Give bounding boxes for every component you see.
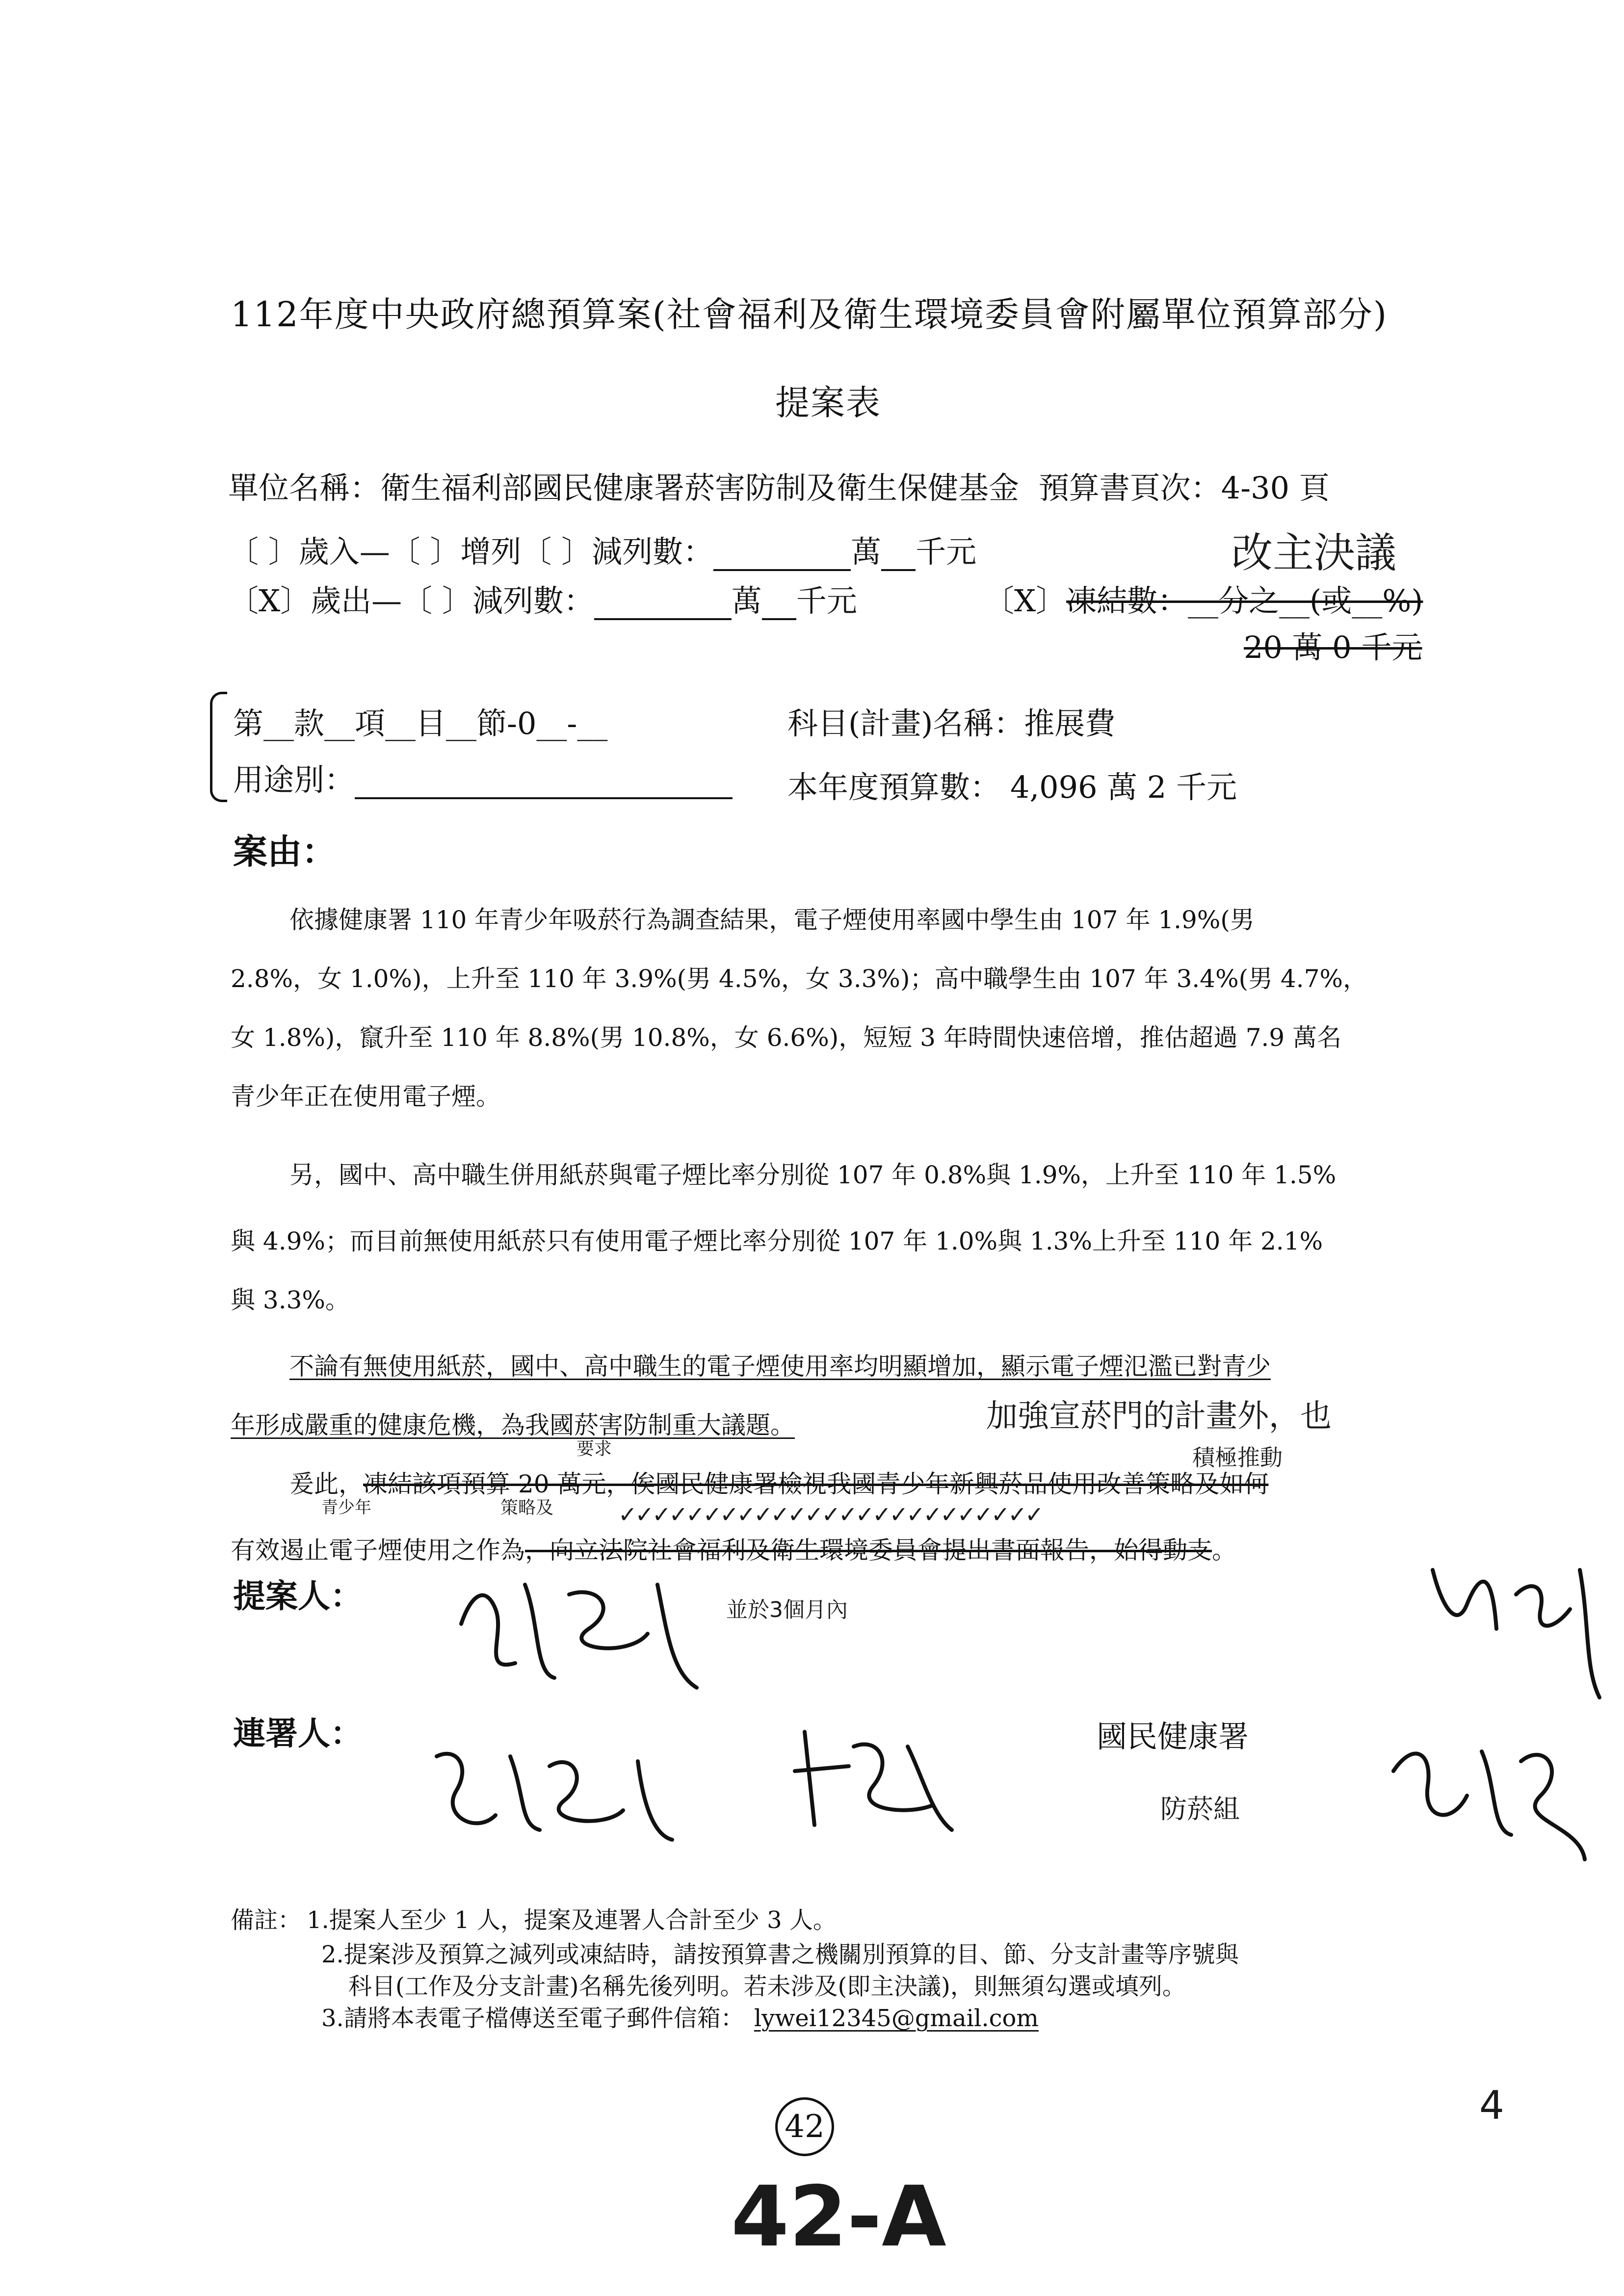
freeze-amount-struck: 凍結數：__分之__(或__%) xyxy=(1066,583,1423,619)
note-item-3 xyxy=(321,1999,1176,2033)
note-item-1: 1.提案人至少 1 人，提案及連署人合計至少 3 人。 xyxy=(307,1906,837,1934)
reason-para4-line1 xyxy=(289,1464,1268,1500)
expense-options: 〔X〕歲出—〔 〕減列數： xyxy=(228,583,594,619)
item-bracket xyxy=(210,692,227,802)
circled-page-number: 42 xyxy=(775,2097,834,2156)
note-item-2-cont: 科目(工作及分支計畫)名稱先後列明。若未涉及(即主決議)，則無須勾選或填列。 xyxy=(348,1973,1186,2000)
reason-para4-end: 。 xyxy=(1212,1536,1236,1565)
handwritten-insert-request: 要求 xyxy=(576,1439,612,1459)
budget-amount-line xyxy=(787,763,1237,807)
approver-signature-1 xyxy=(1423,1550,1609,1707)
checkmark-row: ✓✓✓✓✓✓✓✓✓✓✓✓✓✓✓✓✓✓✓✓✓✓✓✓✓ xyxy=(618,1501,1042,1528)
freeze-checkbox: 〔X〕 xyxy=(984,583,1067,619)
revenue-wan-unit: 萬 xyxy=(851,534,882,570)
purpose-line xyxy=(233,756,733,799)
cosigner-signature-2 xyxy=(785,1717,971,1845)
reason-para4-line2 xyxy=(231,1531,1236,1566)
reason-para3-line1: 不論有無使用紙菸，國中、高中職生的電子煙使用率均明顯增加，顯示電子煙氾濫已對青少 xyxy=(289,1352,1271,1381)
reason-para2-line3: 與 3.3%。 xyxy=(231,1286,350,1314)
purpose-label: 用途別： xyxy=(233,762,355,798)
revenue-options: 〔 〕歲入—〔 〕增列〔 〕減列數： xyxy=(228,534,714,570)
proposer-label: 提案人： xyxy=(233,1577,363,1615)
expense-wan-blank xyxy=(594,593,732,620)
reason-para4-struck1: 凍結該項預算 20 萬元，俟國民健康署檢視我國青少年新興菸品使用改善策略及如何 xyxy=(363,1470,1269,1498)
reason-para2-line1: 另，國中、高中職生併用紙菸與電子煙比率分別從 107 年 0.8%與 1.9%，上升至 110 年 1.5% xyxy=(289,1161,1336,1189)
handwritten-insert-youth: 青少年 xyxy=(321,1498,371,1517)
expense-wan-unit: 萬 xyxy=(731,583,762,619)
handwritten-page-mark: 4 xyxy=(1479,2083,1504,2128)
reason-para4-struck2: ，向立法院社會福利及衛生環境委員會提出書面報告，始得動支 xyxy=(525,1536,1212,1565)
reason-para4-prefix: 爰此， xyxy=(289,1470,363,1498)
budget-amount-label: 本年度預算數： xyxy=(787,769,1001,805)
revenue-line xyxy=(228,527,976,571)
note-item-3-text: 3.請將本表電子檔傳送至電子郵件信箱： xyxy=(321,2005,744,2032)
purpose-blank xyxy=(355,772,733,799)
handwritten-insert-campaign: 加強宣菸門的計畫外，也 xyxy=(986,1398,1332,1435)
document-title: 112年度中央政府總預算案(社會福利及衛生環境委員會附屬單位預算部分) xyxy=(231,294,1388,335)
budget-page-label: 預算書頁次： xyxy=(1038,470,1221,506)
contact-email: lywei12345@gmail.com xyxy=(754,2005,1039,2032)
revenue-qian-blank xyxy=(881,544,916,571)
unit-name-label: 單位名稱： xyxy=(228,470,381,506)
expense-line xyxy=(228,576,857,620)
cosigner-label: 連署人： xyxy=(233,1714,363,1752)
unit-name-value: 衛生福利部國民健康署菸害防制及衛生保健基金 xyxy=(380,470,1020,506)
reason-para3-line2: 年形成嚴重的健康危機，為我國菸害防制重大議題。 xyxy=(231,1411,795,1439)
subject-line xyxy=(787,699,1115,743)
stamp-code: 42-A xyxy=(731,2168,946,2266)
budget-page-value: 4-30 頁 xyxy=(1221,470,1330,506)
reason-para1-line1: 依據健康署 110 年青少年吸菸行為調查結果，電子煙使用率國中學生由 107 年 1.9%(男 xyxy=(289,906,1255,934)
expense-qian-unit: 千元 xyxy=(796,583,857,619)
expense-qian-blank xyxy=(762,593,796,620)
revenue-wan-blank xyxy=(713,544,851,571)
freeze-total-struck: 20 萬 0 千元 xyxy=(1244,629,1422,665)
unit-line xyxy=(228,464,1330,507)
reason-heading: 案由： xyxy=(233,831,336,872)
reason-para1-line3: 女 1.8%)，竄升至 110 年 8.8%(男 10.8%，女 6.6%)，短短 3 年時間快速倍增，推估超過 7.9 萬名 xyxy=(231,1023,1342,1052)
reason-para1-line4: 青少年正在使用電子煙。 xyxy=(231,1082,500,1111)
division-name: 防菸組 xyxy=(1160,1794,1240,1825)
handwritten-insert-deadline: 並於3個月內 xyxy=(726,1597,848,1622)
handwritten-insert-active: 積極推動 xyxy=(1192,1444,1283,1471)
subject-value: 推展費 xyxy=(1024,705,1116,741)
handwritten-resolution-note: 改主決議 xyxy=(1231,529,1397,577)
notes-label: 備註： xyxy=(231,1906,302,1934)
cosigner-signature-1 xyxy=(427,1727,682,1854)
subject-label: 科目(計畫)名稱： xyxy=(787,705,1024,741)
proposer-signature xyxy=(442,1565,716,1712)
handwritten-insert-strategy: 策略及 xyxy=(500,1498,554,1518)
form-name: 提案表 xyxy=(775,383,881,423)
item-code-line: 第__款__項__目__節-0__-__ xyxy=(233,705,608,741)
reason-para1-line2: 2.8%，女 1.0%)，上升至 110 年 3.9%(男 4.5%，女 3.3%)；高中職學生由 107 年 3.4%(男 4.7%， xyxy=(231,965,1368,993)
note-item-2: 2.提案涉及預算之減列或凍結時，請按預算書之機關別預算的目、節、分支計畫等序號與 xyxy=(321,1941,1239,1968)
approver-signature-2 xyxy=(1384,1712,1590,1869)
revenue-qian-unit: 千元 xyxy=(916,534,977,570)
reason-para2-line2: 與 4.9%；而目前無使用紙菸只有使用電子煙比率分別從 107 年 1.0%與 1.3%上升至 110 年 2.1% xyxy=(231,1227,1323,1255)
agency-name: 國民健康署 xyxy=(1097,1719,1249,1754)
reason-para4-line2-prefix: 有效遏止電子煙使用之作為 xyxy=(231,1536,525,1565)
freeze-line xyxy=(984,576,1423,620)
budget-amount-value: 4,096 萬 2 千元 xyxy=(1010,769,1237,805)
